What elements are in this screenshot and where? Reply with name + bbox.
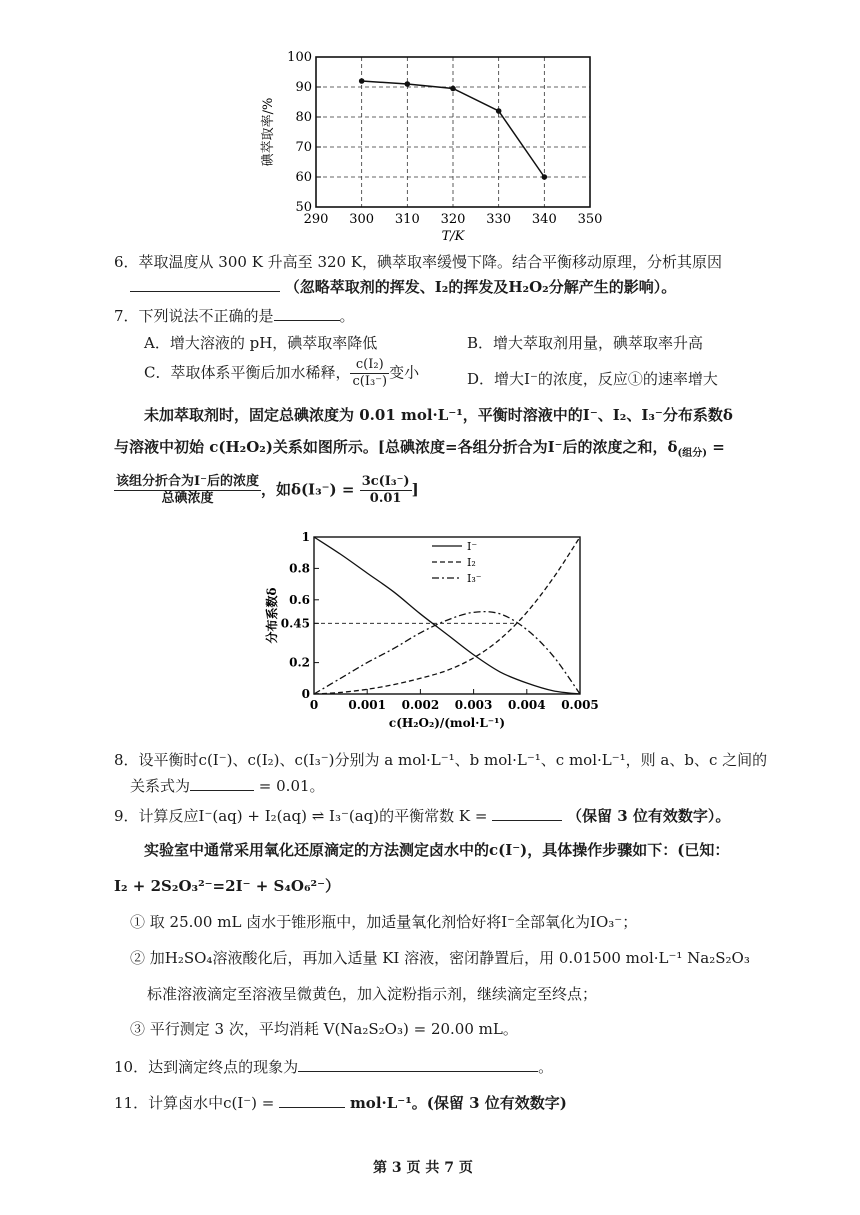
intro2-line2: 与溶液中初始 c(H₂O₂)关系如图所示。[总碘浓度=各组分折合为I⁻后的浓度之和，$\delta_{(组分)}$ = bbox=[114, 438, 725, 459]
x-tick-label: 340 bbox=[531, 212, 557, 227]
question-9: 9．计算反应I⁻(aq) + I₂(aq) ⇌ I₃⁻(aq)的平衡常数 K = （保留 3 位有效数字）。 bbox=[114, 807, 731, 825]
data-point bbox=[542, 174, 548, 180]
question-8-line1: 8．设平衡时c(I⁻)、c(I₂)、c(I₃⁻)分别为 a mol·L⁻¹、b mol·L⁻¹、c mol·L⁻¹，则 a、b、c 之间的 bbox=[114, 751, 768, 769]
data-point bbox=[359, 78, 365, 84]
x-tick-label: 310 bbox=[394, 212, 420, 227]
x-tick-label: 330 bbox=[486, 212, 512, 227]
intro3-line1: 实验室中通常采用氧化还原滴定的方法测定卤水中的c(I⁻)，具体操作步骤如下：(已知： bbox=[144, 841, 730, 859]
example-fraction: $\frac{\text{3c(I₃⁻)}}{0.01}$ bbox=[361, 474, 410, 506]
answer-blank-7 bbox=[274, 306, 340, 321]
x-tick-label: 300 bbox=[349, 212, 375, 227]
option-b: B．增大萃取剂用量，碘萃取率升高 bbox=[467, 334, 704, 352]
legend-label-2: I₃⁻ bbox=[467, 572, 482, 585]
question-8-line2: 关系式为 = 0.01。 bbox=[130, 777, 325, 795]
option-d: D．增大I⁻的浓度，反应①的速率增大 bbox=[467, 370, 718, 388]
x-tick-label: 0.005 bbox=[561, 698, 599, 712]
y-tick-label: 0.2 bbox=[289, 655, 310, 670]
legend-label-1: I₂ bbox=[467, 556, 476, 569]
series-line-2 bbox=[314, 612, 580, 694]
question-6-note: （忽略萃取剂的挥发、I₂的挥发及H₂O₂分解产生的影响）。 bbox=[284, 278, 677, 296]
page-footer: 第 3 页 共 7 页 bbox=[373, 1160, 473, 1176]
x-tick-label: 0.003 bbox=[454, 698, 493, 712]
step-2-line1: ② 加H₂SO₄溶液酸化后，再加入适量 KI 溶液，密闭静置后，用 0.01500 mol·L⁻¹ Na₂S₂O₃ bbox=[130, 949, 750, 967]
option-c-fraction: $\frac{\text{c(I₂)}}{\text{c(I₃⁻)}}$ bbox=[352, 357, 388, 389]
y-tick-label: 0.45 bbox=[280, 616, 310, 631]
question-6-line2 bbox=[130, 277, 676, 297]
question-10: 10．达到滴定终点的现象为 。 bbox=[114, 1058, 554, 1076]
step-1: ① 取 25.00 mL 卤水于锥形瓶中，加适量氧化剂恰好将I⁻全部氧化为IO₃⁻； bbox=[130, 913, 638, 931]
y-tick-label: 100 bbox=[287, 50, 312, 65]
answer-blank-10 bbox=[298, 1057, 538, 1072]
y-axis-label: 分布系数δ bbox=[265, 587, 279, 644]
step-3: ③ 平行测定 3 次，平均消耗 V(Na₂S₂O₃) = 20.00 mL。 bbox=[130, 1020, 518, 1038]
x-tick-label: 0 bbox=[309, 698, 319, 712]
x-tick-label: 0.001 bbox=[348, 698, 386, 712]
answer-blank-11 bbox=[279, 1093, 345, 1108]
y-tick-label: 50 bbox=[295, 200, 312, 215]
data-point bbox=[496, 108, 502, 114]
y-tick-label: 60 bbox=[295, 170, 312, 185]
distribution-coefficient-chart bbox=[258, 525, 608, 740]
x-tick-label: 0.002 bbox=[401, 698, 440, 712]
y-tick-label: 90 bbox=[295, 80, 312, 95]
x-tick-label: 0.004 bbox=[508, 698, 546, 712]
y-axis-label: 碘萃取率/% bbox=[261, 97, 276, 167]
y-tick-label: 0.8 bbox=[289, 561, 310, 576]
x-axis-label: T/K bbox=[441, 229, 465, 244]
x-tick-label: 350 bbox=[577, 212, 603, 227]
x-axis-label: c(H₂O₂)/(mol·L⁻¹) bbox=[388, 716, 506, 730]
question-6-text: 6．萃取温度从 300 K 升高至 320 K，碘萃取率缓慢下降。结合平衡移动原理，分析其原因 bbox=[114, 253, 723, 271]
extraction-rate-chart bbox=[240, 45, 620, 250]
y-tick-label: 80 bbox=[295, 110, 312, 125]
legend-label-0: I⁻ bbox=[467, 540, 478, 553]
answer-blank-9 bbox=[492, 806, 562, 821]
y-tick-label: 70 bbox=[295, 140, 312, 155]
data-point bbox=[405, 81, 411, 87]
x-tick-label: 320 bbox=[440, 212, 466, 227]
y-tick-label: 0.6 bbox=[289, 592, 310, 607]
y-tick-label: 0 bbox=[301, 687, 310, 701]
question-7-stem: 7．下列说法不正确的是 。 bbox=[114, 307, 355, 325]
y-tick-label: 1 bbox=[301, 530, 310, 544]
option-c: C．萃取体系平衡后加水稀释， $\frac{\text{c(I₂)}}{\text{c(I₃⁻)}}$ 变小 bbox=[144, 357, 420, 389]
data-point bbox=[450, 86, 456, 92]
intro2-line1: 未加萃取剂时，固定总碘浓度为 0.01 mol·L⁻¹，平衡时溶液中的I⁻、I₂、I₃⁻分布系数δ bbox=[144, 406, 733, 424]
option-a: A．增大溶液的 pH，碘萃取率降低 bbox=[144, 334, 378, 352]
step-2-line2: 标准溶液滴定至溶液呈微黄色，加入淀粉指示剂，继续滴定至终点； bbox=[147, 985, 598, 1003]
answer-blank-6 bbox=[130, 277, 280, 292]
intro3-equation: I₂ + 2S₂O₃²⁻=2I⁻ + S₄O₆²⁻） bbox=[114, 877, 341, 895]
question-11: 11．计算卤水中c(I⁻) = mol·L⁻¹。(保留 3 位有效数字) bbox=[114, 1094, 567, 1112]
answer-blank-8 bbox=[190, 776, 254, 791]
intro2-definition: $\frac{\text{该组分折合为I⁻后的浓度}}{\text{总碘浓度}}$ ，如δ(I₃⁻) = $\frac{\text{3c(I₃⁻)}}{0.01}$ ] bbox=[116, 474, 419, 506]
distribution-definition-fraction: $\frac{\text{该组分折合为I⁻后的浓度}}{\text{总碘浓度}}$ bbox=[116, 474, 259, 506]
x-tick-label: 290 bbox=[303, 212, 329, 227]
